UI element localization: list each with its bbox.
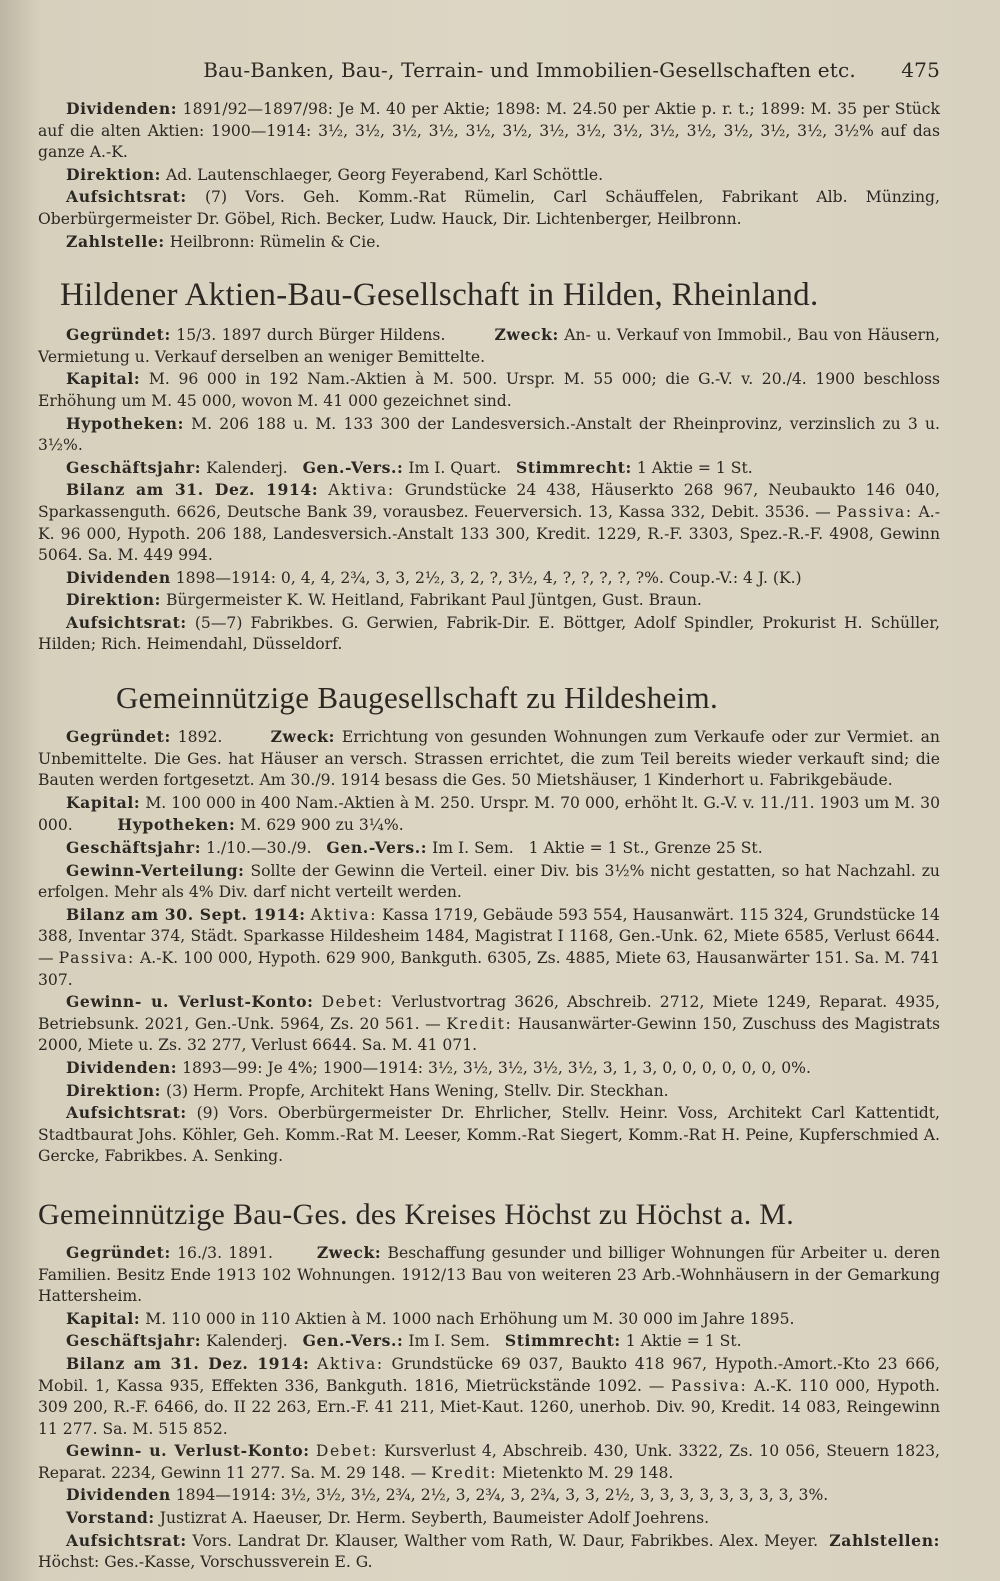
hoechst-aufsichtsrat-text: Vors. Landrat Dr. Klauser, Walther vom Rath, W. Daur, Fabrikbes. Alex. Meyer.: [192, 1531, 819, 1550]
hoechst-vorstand-label: Vorstand:: [66, 1508, 155, 1528]
hildesheim-debet-text: Verlustvortrag 3626, Abschreib. 2712, Miete 1249, Reparat. 4935, Betriebsunk. 2021, Gen.-Unk. 5964, Zs. 20 561. —: [38, 993, 940, 1033]
heading-hoechst: Gemeinnützige Bau-Ges. des Kreises Höchst zu Höchst a. M.: [38, 1197, 795, 1231]
hilden-direktion-text: Bürgermeister K. W. Heitland, Fabrikant Paul Jüntgen, Gust. Braun.: [165, 591, 702, 610]
paragraph: [38, 164, 940, 187]
top-entry-zahlstelle-text: Heilbronn: Rümelin & Cie.: [169, 232, 381, 251]
hoechst-gv-text: Im I. Sem.: [408, 1332, 490, 1351]
hilden-bilanz-label: Bilanz am 31. Dez. 1914:: [66, 480, 319, 500]
hoechst-gegruendet-label: Gegründet:: [66, 1242, 171, 1262]
hilden-zweck-text: An- u. Verkauf von Immobil., Bau von Häusern, Vermietung u. Verkauf derselben an weniger Bemittelte.: [38, 326, 940, 366]
hildesheim-debet-label: Debet:: [321, 993, 384, 1012]
paragraph: [38, 457, 940, 480]
hildesheim-gegruendet-label: Gegründet:: [66, 727, 171, 747]
hilden-aktiva-label: Aktiva:: [328, 481, 395, 500]
hilden-gv-label: Gen.-Vers.:: [302, 457, 404, 477]
paragraph: [38, 612, 940, 656]
hildesheim-dividenden-text: 1893—99: Je 4%; 1900—1914: 3½, 3½, 3½, 3½, 3½, 3, 1, 3, 0, 0, 0, 0, 0, 0, 0%.: [182, 1058, 811, 1077]
hilden-gegruendet-label: Gegründet:: [66, 325, 171, 345]
hoechst-kapital-label: Kapital:: [66, 1308, 141, 1328]
paragraph: [38, 991, 940, 1057]
hoechst-zahlstellen-text: Höchst: Ges.-Kasse, Vorschussverein E. G.: [38, 1553, 373, 1572]
hildesheim-kredit-label: Kredit:: [446, 1014, 513, 1033]
paragraph: [38, 1308, 940, 1331]
hilden-kapital-text: M. 96 000 in 192 Nam.-Aktien à M. 500. Urspr. M. 55 000; die G.-V. v. 20./4. 1900 beschloss Erhöhung um M. 45 000, wovon M. 41 000 gezeichnet sind.: [38, 370, 940, 410]
paragraph: [38, 589, 940, 612]
hildesheim-direktion-label: Direktion:: [66, 1080, 162, 1100]
hildesheim-bilanz-label: Bilanz am 30. Sept. 1914:: [66, 904, 306, 924]
hildesheim-guv-label: Gewinn- u. Verlust-Konto:: [66, 992, 314, 1012]
paragraph: [38, 860, 940, 904]
hildesheim-gj-text: 1./10.—30./9.: [206, 839, 312, 858]
hoechst-zahlstellen-label: Zahlstellen:: [829, 1530, 940, 1550]
hildesheim-aktiva-label: Aktiva:: [310, 905, 378, 924]
hildesheim-dividenden-label: Dividenden:: [66, 1057, 178, 1077]
top-entry-direktion-label: Direktion:: [66, 164, 162, 184]
heading-hilden: Hildener Aktien-Bau-Gesellschaft in Hilden, Rheinland.: [60, 277, 819, 314]
paragraph: [38, 1080, 940, 1103]
hoechst-stimm-text: 1 Aktie = 1 St.: [625, 1332, 742, 1351]
hildesheim-stimm-text: 1 Aktie = 1 St., Grenze 25 St.: [528, 839, 763, 858]
hildesheim-kapital-label: Kapital:: [66, 792, 141, 812]
top-entry-aufsichtsrat-text: (7) Vors. Geh. Komm.-Rat Rümelin, Carl Schäuffelen, Fabrikant Alb. Münzing, Oberbürgermeister Dr. Göbel, Rich. Becker, Ludw. Hauck, Dir. Lichtenberger, Heilbronn.: [38, 188, 940, 228]
hoechst-dividenden-label: Dividenden: [66, 1485, 171, 1505]
hildesheim-gewinnvert-label: Gewinn-Verteilung:: [66, 860, 245, 880]
entry-hilden: [38, 324, 940, 656]
hilden-aufsichtsrat-text: (5—7) Fabrikbes. G. Gerwien, Fabrik-Dir. E. Böttger, Adolf Spindler, Prokurist H. Schüller, Hilden; Rich. Heimendahl, Düsseldorf.: [38, 613, 940, 654]
hildesheim-gv-text: Im I. Sem.: [432, 839, 514, 858]
paragraph: [38, 1353, 940, 1440]
hilden-zweck-label: Zweck:: [494, 325, 559, 345]
hoechst-zweck-label: Zweck:: [316, 1242, 382, 1262]
paragraph: [38, 186, 940, 230]
hoechst-zweck-text: Beschaffung gesunder und billiger Wohnungen für Arbeiter u. deren Familien. Besitz Ende 1913 102 Wohnungen. 1912/13 Bau von weiteren 23 Arb.-Wohnhäusern in der Gemarkung Hattersheim.: [38, 1243, 941, 1306]
hildesheim-passiva-label: Passiva:: [58, 949, 135, 967]
hoechst-passiva-text: A.-K. 110 000, Hypoth. 309 200, R.-F. 6466, do. II 22 263, Ern.-F. 41 211, Miet-Kaut. 1260, unerhob. Div. 90, Kredit. 14 083, Reingewinn 11 277. Sa. M. 515 852.: [38, 1376, 940, 1438]
hilden-aufsichtsrat-label: Aufsichtsrat:: [66, 612, 187, 632]
paragraph: [38, 1330, 940, 1353]
hilden-stimm-text: 1 Aktie = 1 St.: [636, 458, 753, 477]
hilden-passiva-text: A.-K. 96 000, Hypoth. 206 188, Landesversich.-Anstalt 133 300, Kredit. 1229, R.-F. 3303, Spez.-R.-F. 4908, Gewinn 5064. Sa. M. 449 994.: [38, 502, 940, 565]
paragraph: [38, 231, 940, 254]
hildesheim-gegruendet-text: 1892.: [177, 728, 223, 747]
hildesheim-gewinnvert-text: Sollte der Gewinn die Verteil. einer Div. bis 3½% nicht gestatten, so hat Nachzahl. zu erfolgen. Mehr als 4% Div. darf nicht verteilt werden.: [38, 861, 940, 902]
hildesheim-gj-label: Geschäftsjahr:: [66, 838, 202, 858]
entry-continued: [38, 98, 940, 253]
paragraph: [38, 837, 940, 860]
hildesheim-gv-label: Gen.-Vers.:: [326, 838, 428, 858]
paragraph: [38, 726, 940, 792]
paragraph: [38, 368, 940, 412]
paragraph: [38, 792, 940, 837]
paragraph: [38, 324, 940, 368]
hoechst-kredit-text: Mietenkto M. 29 148.: [502, 1463, 674, 1482]
hilden-gegruendet-text: 15/3. 1897 durch Bürger Hildens.: [176, 326, 446, 345]
hilden-dividenden-text: 1898—1914: 0, 4, 4, 2¾, 3, 3, 2½, 3, 2, ?, 3½, 4, ?, ?, ?, ?, ?%. Coup.-V.: 4 J. (K.): [175, 568, 802, 587]
hilden-hypotheken-label: Hypotheken:: [66, 413, 184, 433]
hildesheim-zweck-text: Errichtung von gesunden Wohnungen zum Verkaufe oder zur Vermiet. an Unbemittelte. Die Ges. hat Häuser an versch. Strassen errichtet, die zum Teil bereits wieder verkauft sind; die Bauten werden fortgesetzt. Am 30./9. 1914 besass die Ges. 50 Mietshäuser, 1 Kinderhort u. Fabrikgebäude.: [38, 728, 940, 790]
hoechst-passiva-label: Passiva:: [671, 1376, 748, 1395]
hilden-hypotheken-text: M. 206 188 u. M. 133 300 der Landesversich.-Anstalt der Rheinprovinz, verzinslich zu 3 u. 3½%.: [38, 414, 940, 455]
running-head-title: Bau-Banken, Bau-, Terrain- und Immobilien-Gesellschaften etc.: [203, 58, 856, 82]
hoechst-gegruendet-text: 16./3. 1891.: [177, 1243, 273, 1262]
hoechst-guv-label: Gewinn- u. Verlust-Konto:: [66, 1441, 310, 1461]
hilden-passiva-label: Passiva:: [836, 502, 913, 521]
paragraph: [38, 1102, 940, 1168]
hoechst-dividenden-text: 1894—1914: 3½, 3½, 3½, 2¾, 2½, 3, 2¾, 3, 2¾, 3, 3, 2½, 3, 3, 3, 3, 3, 3, 3, 3, 3%.: [175, 1486, 829, 1505]
paragraph: [38, 1242, 940, 1308]
hilden-gj-label: Geschäftsjahr:: [66, 457, 202, 477]
paragraph: [38, 1507, 940, 1530]
hildesheim-aufsichtsrat-text: (9) Vors. Oberbürgermeister Dr. Ehrlicher, Stellv. Heinr. Voss, Architekt Carl Kattentidt, Stadtbaurat Johs. Köhler, Geh. Komm.-Rat M. Leeser, Komm.-Rat Siegert, Komm.-Rat H. Peine, Kupferschmied A. Gercke, Fabrikbes. A. Senking.: [38, 1104, 940, 1166]
hildesheim-kapital-text: M. 100 000 in 400 Nam.-Aktien à M. 250. Urspr. M. 70 000, erhöht lt. G.-V. v. 11./11. 1903 um M. 30 000.: [38, 793, 940, 835]
hoechst-aufsichtsrat-label: Aufsichtsrat:: [66, 1530, 187, 1550]
hilden-gj-text: Kalenderj.: [206, 458, 288, 477]
paragraph: [38, 413, 940, 457]
paragraph: [38, 1484, 940, 1507]
hoechst-debet-text: Kursverlust 4, Abschreib. 430, Unk. 3322, Zs. 10 056, Steuern 1823, Reparat. 2234, Gewinn 11 277. Sa. M. 29 148. —: [38, 1442, 941, 1482]
hilden-stimm-label: Stimmrecht:: [515, 457, 632, 477]
top-entry-dividenden-label: Dividenden:: [66, 99, 178, 118]
paragraph: [38, 567, 940, 590]
paragraph: [38, 1057, 940, 1080]
top-entry-zahlstelle-label: Zahlstelle:: [66, 231, 165, 251]
hoechst-vorstand-text: Justizrat A. Haeuser, Dr. Herm. Seyberth, Baumeister Adolf Joehrens.: [159, 1509, 710, 1528]
paragraph: [38, 904, 940, 991]
top-entry-aufsichtsrat-label: Aufsichtsrat:: [66, 187, 187, 207]
entry-hildesheim: [38, 726, 940, 1168]
hoechst-kredit-label: Kredit:: [431, 1463, 498, 1482]
paragraph: [38, 98, 940, 164]
hildesheim-kredit-text: Hausanwärter-Gewinn 150, Zuschuss des Magistrats 2000, Miete u. Zs. 32 277, Verlust 6644. Sa. M. 41 071.: [38, 1014, 940, 1055]
hilden-direktion-label: Direktion:: [66, 590, 162, 610]
page-number: 475: [901, 58, 940, 82]
heading-hildesheim: Gemeinnützige Baugesellschaft zu Hildesheim.: [116, 680, 719, 716]
hoechst-bilanz-label: Bilanz am 31. Dez. 1914:: [66, 1353, 310, 1373]
hoechst-aktiva-label: Aktiva:: [317, 1354, 384, 1373]
hoechst-aktiva-text: Grundstücke 69 037, Baukto 418 967, Hypoth.-Amort.-Kto 23 666, Mobil. 1, Kassa 935, Effekten 336, Bankguth. 1816, Mietrückstände 1092. —: [38, 1354, 940, 1395]
paragraph: [38, 1530, 940, 1574]
hilden-gv-text: Im I. Quart.: [408, 458, 502, 477]
paragraph: [38, 1440, 940, 1484]
hildesheim-hypotheken-label: Hypotheken:: [117, 815, 236, 835]
hoechst-debet-label: Debet:: [315, 1442, 378, 1461]
hildesheim-hypotheken-text: M. 629 900 zu 3¼%.: [240, 816, 404, 835]
hildesheim-zweck-label: Zweck:: [270, 727, 335, 747]
top-entry-dividenden-text: 1891/92—1897/98: Je M. 40 per Aktie; 1898: M. 24.50 per Aktie p. r. t.; 1899: M. 35 per Stück auf die alten Aktien: 1900—1914: 3½, 3½, 3½, 3½, 3½, 3½, 3½, 3½, 3½, 3½, 3½, 3½, 3½, 3½, 3½% auf das ganze A.-K.: [38, 100, 940, 162]
top-entry-direktion-text: Ad. Lautenschlaeger, Georg Feyerabend, Karl Schöttle.: [165, 165, 604, 184]
hildesheim-aufsichtsrat-label: Aufsichtsrat:: [66, 1103, 187, 1123]
paragraph: [38, 479, 940, 566]
hilden-dividenden-label: Dividenden: [66, 567, 171, 587]
running-head: [38, 58, 940, 82]
hilden-kapital-label: Kapital:: [66, 369, 141, 389]
hoechst-gv-label: Gen.-Vers.:: [302, 1331, 404, 1351]
hilden-aktiva-text: Grundstücke 24 438, Häuserkto 268 967, Neubaukto 146 040, Sparkassenguth. 6626, Deutsche Bank 39, vorausbez. Feuerversich. 13, Kassa 332, Debit. 3536. —: [38, 481, 940, 521]
hoechst-gj-label: Geschäftsjahr:: [66, 1331, 202, 1351]
hoechst-gj-text: Kalenderj.: [206, 1332, 288, 1351]
hildesheim-direktion-text: (3) Herm. Propfe, Architekt Hans Wening, Stellv. Dir. Steckhan.: [165, 1081, 669, 1100]
entry-hoechst: [38, 1242, 940, 1574]
hoechst-kapital-text: M. 110 000 in 110 Aktien à M. 1000 nach Erhöhung um M. 30 000 im Jahre 1895.: [145, 1309, 795, 1328]
hildesheim-aktiva-text: Kassa 1719, Gebäude 593 554, Hausanwärt. 115 324, Grundstücke 14 388, Inventar 374, Städt. Sparkasse Hildesheim 1484, Magistrat I 1168, Gen.-Unk. 62, Miete 6585, Verlust 6644. —: [38, 905, 940, 967]
hildesheim-passiva-text: A.-K. 100 000, Hypoth. 629 900, Bankguth. 6305, Zs. 4885, Miete 63, Hausanwärter 151. Sa. M. 741 307.: [38, 949, 940, 989]
hoechst-stimm-label: Stimmrecht:: [504, 1331, 621, 1351]
